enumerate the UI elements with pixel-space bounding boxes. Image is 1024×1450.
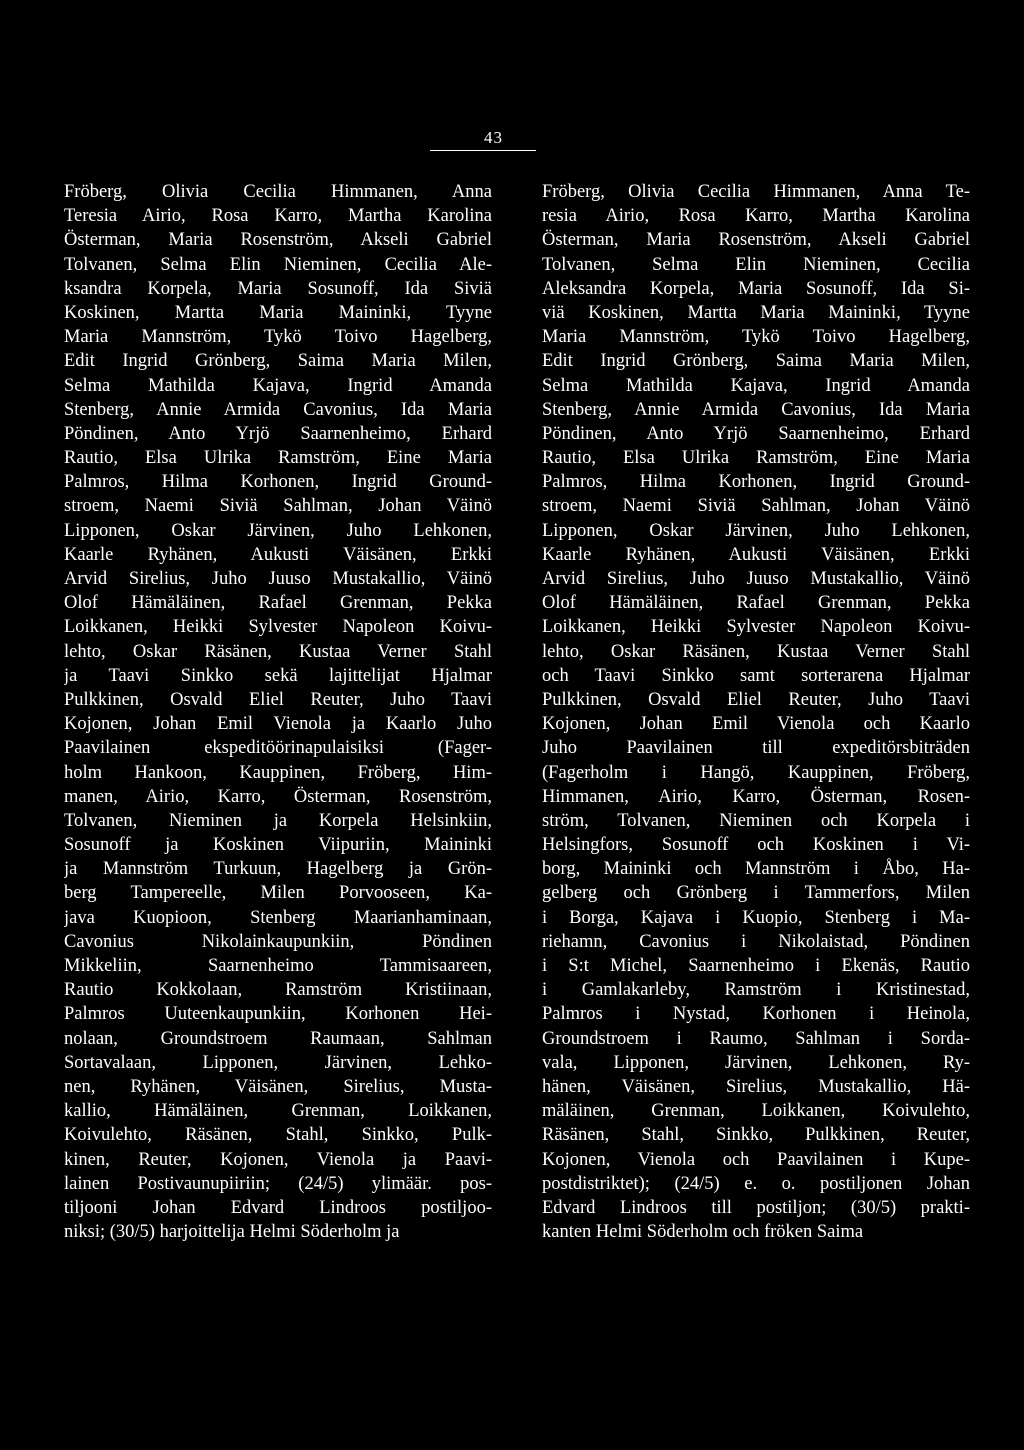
text-line: Aleksandra Korpela, Maria Sosunoff, Ida Si- [542,278,970,299]
text-line: lehto, Oskar Räsänen, Kustaa Verner Stahl [64,641,492,662]
text-line: Tolvanen, Selma Elin Nieminen, Cecilia Ale- [64,254,492,275]
finnish-text-column [64,180,492,1244]
text-line: Stenberg, Annie Armida Cavonius, Ida Maria [542,399,970,420]
text-line: java Kuopioon, Stenberg Maarianhaminaan, [64,907,492,928]
text-line: Stenberg, Annie Armida Cavonius, Ida Maria [64,399,492,420]
text-line: stroem, Naemi Siviä Sahlman, Johan Väinö [64,496,492,517]
text-line: Kojonen, Johan Emil Vienola och Kaarlo [542,714,970,735]
text-line: Palmros, Hilma Korhonen, Ingrid Ground- [64,472,492,493]
text-line: niksi; (30/5) harjoittelija Helmi Söderholm ja [64,1222,400,1243]
text-line: borg, Maininki och Mannström i Åbo, Ha- [542,859,970,880]
header-rule [430,150,536,151]
text-line: Pulkkinen, Osvald Eliel Reuter, Juho Taavi [64,689,492,710]
text-line: ja Mannström Turkuun, Hagelberg ja Grön- [64,859,492,880]
text-line: Koivulehto, Räsänen, Stahl, Sinkko, Pulk- [64,1125,492,1146]
text-line: tiljooni Johan Edvard Lindroos postiljoo- [64,1197,492,1218]
text-line: Maria Mannström, Tykö Toivo Hagelberg, [542,327,970,348]
text-line: Kojonen, Vienola och Paavilainen i Kupe- [542,1149,970,1170]
text-line: Selma Mathilda Kajava, Ingrid Amanda [542,375,970,396]
text-line: Tolvanen, Selma Elin Nieminen, Cecilia [542,254,970,275]
text-line: Sosunoff ja Koskinen Viipuriin, Maininki [64,835,492,856]
text-line: Olof Hämäläinen, Rafael Grenman, Pekka [542,593,970,614]
text-line: Olof Hämäläinen, Rafael Grenman, Pekka [64,593,492,614]
text-line: berg Tampereelle, Milen Porvooseen, Ka- [64,883,492,904]
text-line: Palmros, Hilma Korhonen, Ingrid Ground- [542,472,970,493]
text-line: Palmros Uuteenkaupunkiin, Korhonen Hei- [64,1004,492,1025]
text-line: nolaan, Groundstroem Raumaan, Sahlman [64,1028,492,1049]
text-line: hänen, Väisänen, Sirelius, Mustakallio, Hä- [542,1076,970,1097]
text-line: Himmanen, Airio, Karro, Österman, Rosen- [542,786,970,807]
text-line: Juho Paavilainen till expeditörsbiträden [542,738,970,759]
text-line: vala, Lipponen, Järvinen, Lehkonen, Ry- [542,1052,970,1073]
text-line: Selma Mathilda Kajava, Ingrid Amanda [64,375,492,396]
text-line: Österman, Maria Rosenström, Akseli Gabriel [64,230,492,251]
text-line: kallio, Hämäläinen, Grenman, Loikkanen, [64,1101,492,1122]
text-line: Fröberg, Olivia Cecilia Himmanen, Anna Te- [542,182,970,202]
text-line: (Fagerholm i Hangö, Kauppinen, Fröberg, [542,762,970,783]
text-line: Edit Ingrid Grönberg, Saima Maria Milen, [64,351,492,372]
text-line: Arvid Sirelius, Juho Juuso Mustakallio, Väinö [64,569,492,589]
text-line: Lipponen, Oskar Järvinen, Juho Lehkonen, [542,520,970,541]
text-line: manen, Airio, Karro, Österman, Rosenström, [64,786,492,807]
text-line: Edvard Lindroos till postiljon; (30/5) prakti- [542,1197,970,1218]
text-line: Pöndinen, Anto Yrjö Saarnenheimo, Erhard [542,423,970,444]
text-line: ström, Tolvanen, Nieminen och Korpela i [542,810,970,831]
text-line: Pulkkinen, Osvald Eliel Reuter, Juho Taavi [542,689,970,710]
text-line: i Gamlakarleby, Ramström i Kristinestad, [542,980,970,1001]
text-line: Österman, Maria Rosenström, Akseli Gabriel [542,230,970,251]
text-line: Kojonen, Johan Emil Vienola ja Kaarlo Juho [64,714,492,735]
text-line: Teresia Airio, Rosa Karro, Martha Karolina [64,206,492,227]
text-line: Tolvanen, Nieminen ja Korpela Helsinkiin, [64,810,492,831]
text-line: Lipponen, Oskar Järvinen, Juho Lehkonen, [64,520,492,541]
text-line: viä Koskinen, Martta Maria Maininki, Tyyne [542,302,970,323]
text-line: resia Airio, Rosa Karro, Martha Karolina [542,206,970,227]
text-line: Paavilainen ekspeditöörinapulaisiksi (Fager- [64,738,492,759]
text-line: kinen, Reuter, Kojonen, Vienola ja Paavi- [64,1149,492,1170]
text-line: Räsänen, Stahl, Sinkko, Pulkkinen, Reuter, [542,1125,970,1146]
text-line: ja Taavi Sinkko sekä lajittelijat Hjalmar [64,665,492,686]
swedish-text-column [542,180,970,1244]
text-line: Arvid Sirelius, Juho Juuso Mustakallio, Väinö [542,569,970,589]
text-line: nen, Ryhänen, Väisänen, Sirelius, Musta- [64,1076,492,1097]
text-line: lainen Postivaunupiiriin; (24/5) ylimäär. pos- [64,1173,492,1194]
text-line: mäläinen, Grenman, Loikkanen, Koivulehto, [542,1101,970,1122]
page-number: 43 [484,128,503,147]
text-line: och Taavi Sinkko samt sorterarena Hjalmar [542,665,970,686]
text-line: Groundstroem i Raumo, Sahlman i Sorda- [542,1028,970,1049]
text-line: Edit Ingrid Grönberg, Saima Maria Milen, [542,351,970,372]
text-line: Kaarle Ryhänen, Aukusti Väisänen, Erkki [542,544,970,565]
text-line: Rautio, Elsa Ulrika Ramström, Eine Maria [542,448,970,469]
text-line: stroem, Naemi Siviä Sahlman, Johan Väinö [542,496,970,517]
text-line: i S:t Michel, Saarnenheimo i Ekenäs, Rautio [542,956,970,976]
text-line: Helsingfors, Sosunoff och Koskinen i Vi- [542,835,970,856]
text-line: i Borga, Kajava i Kuopio, Stenberg i Ma- [542,907,970,928]
text-line: Pöndinen, Anto Yrjö Saarnenheimo, Erhard [64,423,492,444]
text-line: Fröberg, Olivia Cecilia Himmanen, Anna [64,182,492,202]
text-line: Maria Mannström, Tykö Toivo Hagelberg, [64,327,492,348]
text-line: Kaarle Ryhänen, Aukusti Väisänen, Erkki [64,544,492,565]
text-line: ksandra Korpela, Maria Sosunoff, Ida Siviä [64,278,492,299]
text-line: Sortavalaan, Lipponen, Järvinen, Lehko- [64,1052,492,1073]
text-line: Mikkeliin, Saarnenheimo Tammisaareen, [64,956,492,976]
text-line: Palmros i Nystad, Korhonen i Heinola, [542,1004,970,1025]
text-line: kanten Helmi Söderholm och fröken Saima [542,1222,864,1243]
text-line: Loikkanen, Heikki Sylvester Napoleon Koivu- [542,617,970,638]
text-line: Rautio Kokkolaan, Ramström Kristiinaan, [64,980,492,1001]
text-line: postdistriktet); (24/5) e. o. postiljonen Johan [542,1173,970,1194]
text-line: lehto, Oskar Räsänen, Kustaa Verner Stahl [542,641,970,662]
text-line: Cavonius Nikolainkaupunkiin, Pöndinen [64,931,492,952]
text-line: gelberg och Grönberg i Tammerfors, Milen [542,883,970,904]
text-line: Rautio, Elsa Ulrika Ramström, Eine Maria [64,448,492,469]
text-line: riehamn, Cavonius i Nikolaistad, Pöndinen [542,931,970,952]
text-line: Koskinen, Martta Maria Maininki, Tyyne [64,302,492,323]
text-line: Loikkanen, Heikki Sylvester Napoleon Koivu- [64,617,492,638]
text-line: holm Hankoon, Kauppinen, Fröberg, Him- [64,762,492,783]
